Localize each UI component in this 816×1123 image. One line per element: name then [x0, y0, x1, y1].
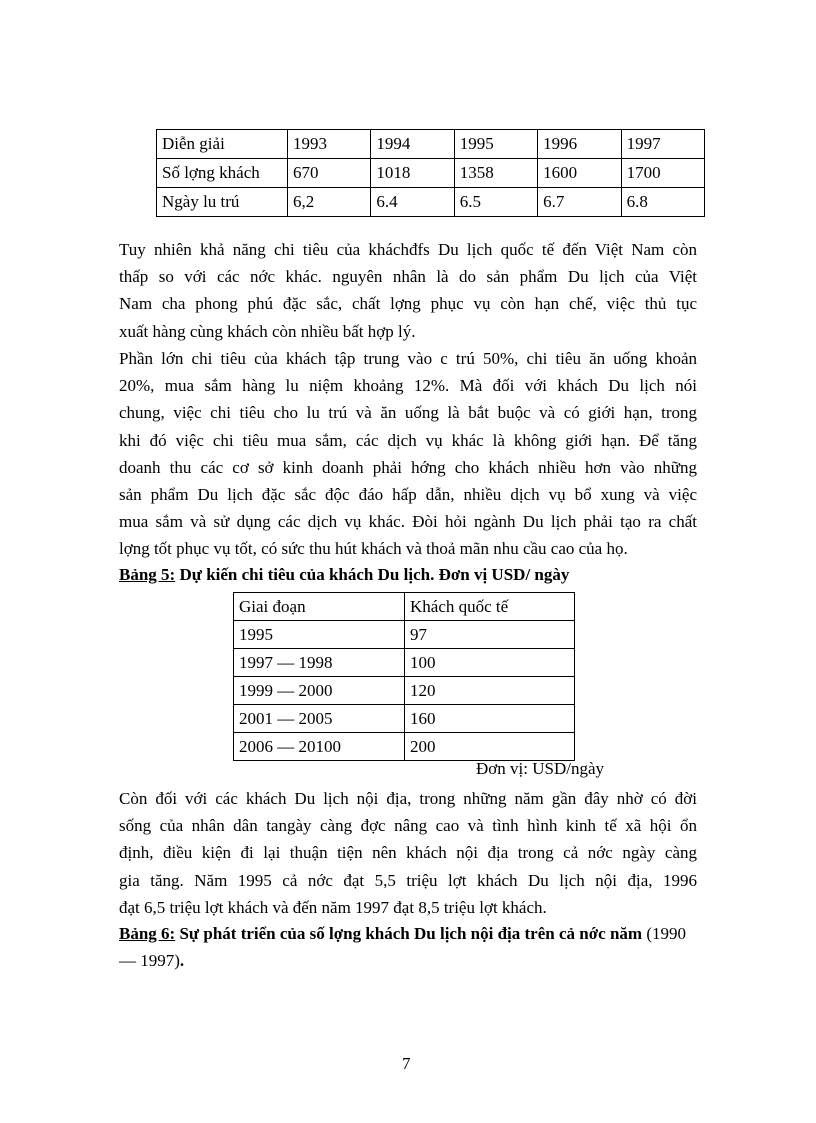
table-cell: 1999 — 2000	[234, 677, 405, 705]
spending-forecast-table	[233, 592, 575, 761]
table-caption-6	[119, 920, 697, 974]
text-line: thấp so với các nớc khác. nguyên nhân là do sản phẩm Du lịch của Việt	[119, 267, 697, 287]
table-cell: 6.5	[454, 188, 537, 217]
table-cell: 200	[405, 733, 575, 761]
table-caption-5	[119, 565, 569, 585]
text-line: 20%, mua sắm hàng lu niệm khoảng 12%. Mà đối với khách Du lịch nói	[119, 376, 697, 396]
table-cell: 100	[405, 649, 575, 677]
table-header-row	[157, 130, 705, 159]
table-cell: 2001 — 2005	[234, 705, 405, 733]
text-line: lợng tốt phục vụ tốt, có sức thu hút khách và thoả mãn nhu cầu cao của họ.	[119, 539, 628, 559]
unit-note: Đơn vị: USD/ngày	[476, 759, 604, 778]
page-number: 7	[402, 1054, 411, 1073]
caption-text: Sự phát triển của số lợng khách Du lịch nội địa trên cả nớc năm	[175, 924, 643, 943]
table-row	[157, 159, 705, 188]
caption-range: (1990 — 1997)	[119, 924, 686, 970]
table-cell: 670	[288, 159, 371, 188]
table-header-row	[234, 593, 575, 621]
table-cell: Diễn giải	[157, 130, 288, 159]
text-line: đạt 6,5 triệu lợt khách và đến năm 1997 đạt 8,5 triệu lợt khách.	[119, 897, 547, 917]
text-line: sống của nhân dân tangày càng đợc nâng cao và tình hình kinh tế xã hội ổn	[119, 816, 697, 836]
text-line: xuất hàng cùng khách còn nhiều bất hợp lý.	[119, 321, 416, 341]
table-row	[234, 705, 575, 733]
table-cell: 6,2	[288, 188, 371, 217]
table-cell: 1997 — 1998	[234, 649, 405, 677]
caption-label: Bảng 5:	[119, 565, 176, 584]
table-cell: 2006 — 20100	[234, 733, 405, 761]
table-row	[234, 733, 575, 761]
text-line: Còn đối với các khách Du lịch nội địa, trong những năm gần đây nhờ có đời	[119, 789, 697, 808]
table-cell: Ngày lu trú	[157, 188, 288, 217]
paragraph-domestic	[119, 785, 697, 921]
text-line: Phần lớn chi tiêu của khách tập trung vào c trú 50%, chi tiêu ăn uống khoản	[119, 349, 697, 368]
text-line: doanh thu các cơ sở kinh doanh phải hớng cho khách nhiều hơn vào những	[119, 457, 697, 477]
table-cell: 160	[405, 705, 575, 733]
paragraph-spending	[119, 236, 697, 345]
table-cell: Giai đoạn	[234, 593, 405, 621]
caption-text: Dự kiến chi tiêu của khách Du lịch. Đơn vị USD/ ngày	[175, 565, 570, 584]
text-line: Tuy nhiên khả năng chi tiêu của kháchđfs Du lịch quốc tế đến Việt Nam còn	[119, 240, 697, 259]
table-row	[234, 621, 575, 649]
table-cell: 1700	[621, 159, 704, 188]
table-cell: 1993	[288, 130, 371, 159]
caption-label: Bảng 6:	[119, 924, 176, 943]
table-cell: 120	[405, 677, 575, 705]
text-line: định, điều kiện đi lại thuận tiện nên khách nội địa trong cả nớc ngày càng	[119, 843, 697, 863]
tourist-stats-table	[156, 129, 705, 217]
table-cell: Khách quốc tế	[405, 593, 575, 621]
table-row	[234, 649, 575, 677]
paragraph-spending-breakdown	[119, 345, 697, 563]
table-row	[157, 188, 705, 217]
text-line: khi đó việc chi tiêu mua sắm, các dịch vụ khác là không giới hạn. Để tăng	[119, 430, 697, 450]
text-line: Nam cha phong phú đặc sắc, chất lợng phục vụ còn hạn chế, việc thủ tục	[119, 294, 697, 314]
table-cell: 1358	[454, 159, 537, 188]
table-cell: Số lợng khách	[157, 159, 288, 188]
caption-end: .	[179, 951, 185, 970]
text-line: chung, việc chi tiêu cho lu trú và ăn uống là bắt buộc và có giới hạn, trong	[119, 403, 697, 423]
table-cell: 97	[405, 621, 575, 649]
table-cell: 1600	[538, 159, 621, 188]
text-line: sản phẩm Du lịch đặc sắc độc đáo hấp dẫn, nhiều dịch vụ bổ xung và việc	[119, 484, 697, 504]
table-cell: 6.4	[371, 188, 454, 217]
table-cell: 1994	[371, 130, 454, 159]
table-cell: 1018	[371, 159, 454, 188]
table-cell: 6.8	[621, 188, 704, 217]
table-row	[234, 677, 575, 705]
text-line: gia tăng. Năm 1995 cả nớc đạt 5,5 triệu lợt khách Du lịch nội địa, 1996	[119, 870, 697, 890]
table-cell: 1995	[234, 621, 405, 649]
text-line: mua sắm và sử dụng các dịch vụ khác. Đòi hỏi ngành Du lịch phải tạo ra chất	[119, 512, 697, 532]
table-cell: 1995	[454, 130, 537, 159]
table-cell: 1996	[538, 130, 621, 159]
table-cell: 6.7	[538, 188, 621, 217]
table-cell: 1997	[621, 130, 704, 159]
